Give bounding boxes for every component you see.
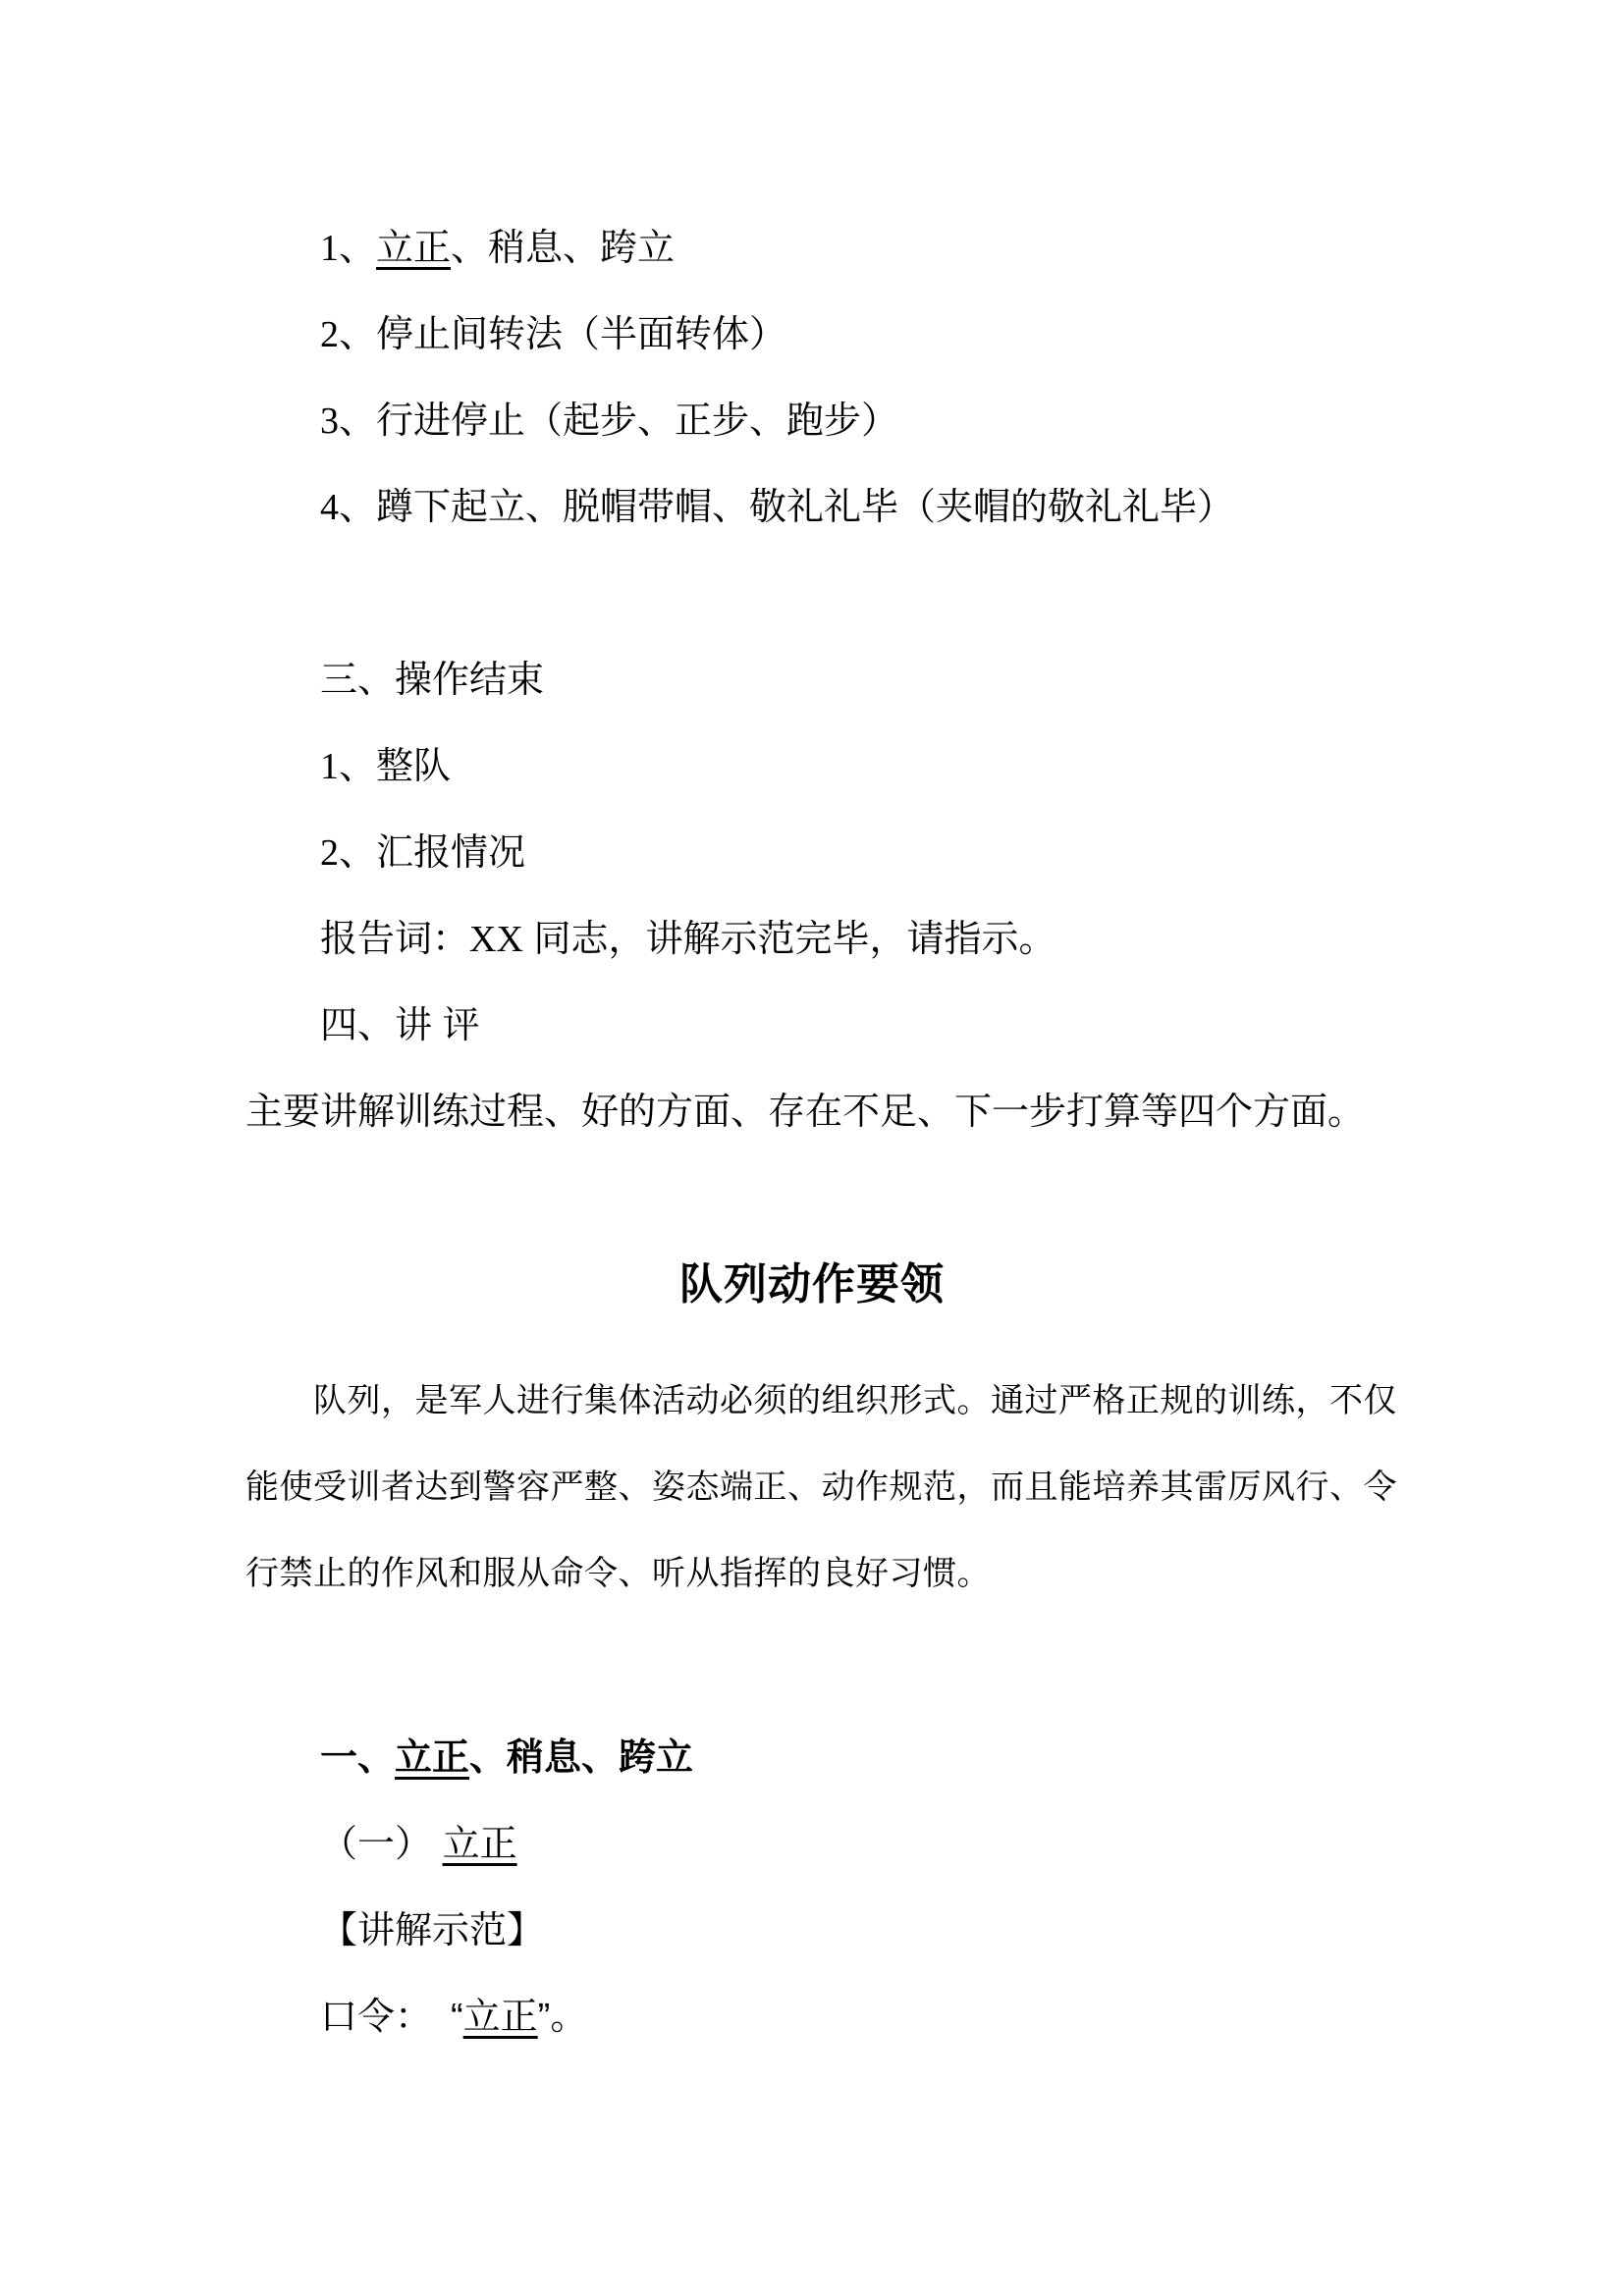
subsection-number: 一、 [320,1737,396,1779]
list-number: 1、 [320,228,377,269]
report-label: 报告词： [320,919,470,960]
report-line [245,896,1379,983]
blank-line [245,1617,1379,1715]
list-item-text: 行进停止（起步、正步、跑步） [376,400,899,442]
list-item-text: 整队 [376,746,452,787]
list-number: 1、 [320,746,377,787]
command-punctuation: ”。 [537,1997,588,2038]
list-item-text: 蹲下起立、脱帽带帽、敬礼礼毕（夹帽的敬礼礼毕） [376,487,1235,528]
list-number: 2、 [320,832,377,874]
report-placeholder-name: XX [469,919,523,960]
list-item-text: 停止间转法（半面转体） [376,314,787,355]
list-item-2 [245,292,1379,378]
command-label: 口令： “ [320,1997,463,2038]
intro-paragraph-line-2 [245,1444,1397,1530]
list-item-1 [245,205,1379,292]
sub-heading-number: （一） [320,1824,443,1865]
section-heading-text: 三、操作结束 [320,660,545,701]
page-title-text: 队列动作要领 [679,1260,945,1308]
section-heading-four [245,983,1379,1069]
demo-block-label-text: 【讲解示范】 [320,1910,545,1951]
section-heading-three [245,637,1379,723]
list-item-text: 汇报情况 [376,832,526,874]
subsection-heading-text: 、稍息、跨立 [469,1737,694,1779]
page-title [245,1242,1379,1328]
paragraph-text: 能使受训者达到警容严整、姿态端正、动作规范，而且能培养其雷厉风行、令 [245,1468,1397,1506]
command-line [245,1974,1379,2060]
list-item-3 [245,378,1379,464]
paragraph-text: 行禁止的作风和服从命令、听从指挥的良好习惯。 [245,1555,991,1592]
list-item-text: 、稍息、跨立 [451,228,676,269]
term-lizheng-underlined: 立正 [395,1737,470,1779]
term-lizheng-underlined: 立正 [442,1824,517,1865]
blank-line [245,551,1379,637]
section-three-item-1 [245,723,1379,810]
intro-paragraph-line-3 [245,1530,1379,1617]
term-lizheng-underlined: 立正 [462,1997,538,2038]
list-number: 3、 [320,400,377,442]
list-number: 4、 [320,487,377,528]
report-text: 同志，讲解示范完毕，请指示。 [522,919,1056,960]
subsection-sub-heading [245,1801,1379,1888]
section-three-item-2 [245,810,1379,896]
paragraph-text: 队列，是军人进行集体活动必须的组织形式。通过严格正规的训练，不仅 [313,1382,1397,1419]
blank-line [245,1155,1379,1242]
section-heading-text: 四、讲 评 [320,1005,480,1046]
list-number: 2、 [320,314,377,355]
section-four-body [245,1069,1379,1155]
body-text: 主要讲解训练过程、好的方面、存在不足、下一步打算等四个方面。 [245,1092,1366,1133]
subsection-heading [245,1715,1379,1801]
demo-block-label [245,1888,1379,1974]
blank-gap [245,1328,1379,1358]
list-item-4 [245,464,1379,551]
intro-paragraph-line-1 [245,1358,1397,1444]
term-liizheng-underlined: 立正 [376,228,452,269]
